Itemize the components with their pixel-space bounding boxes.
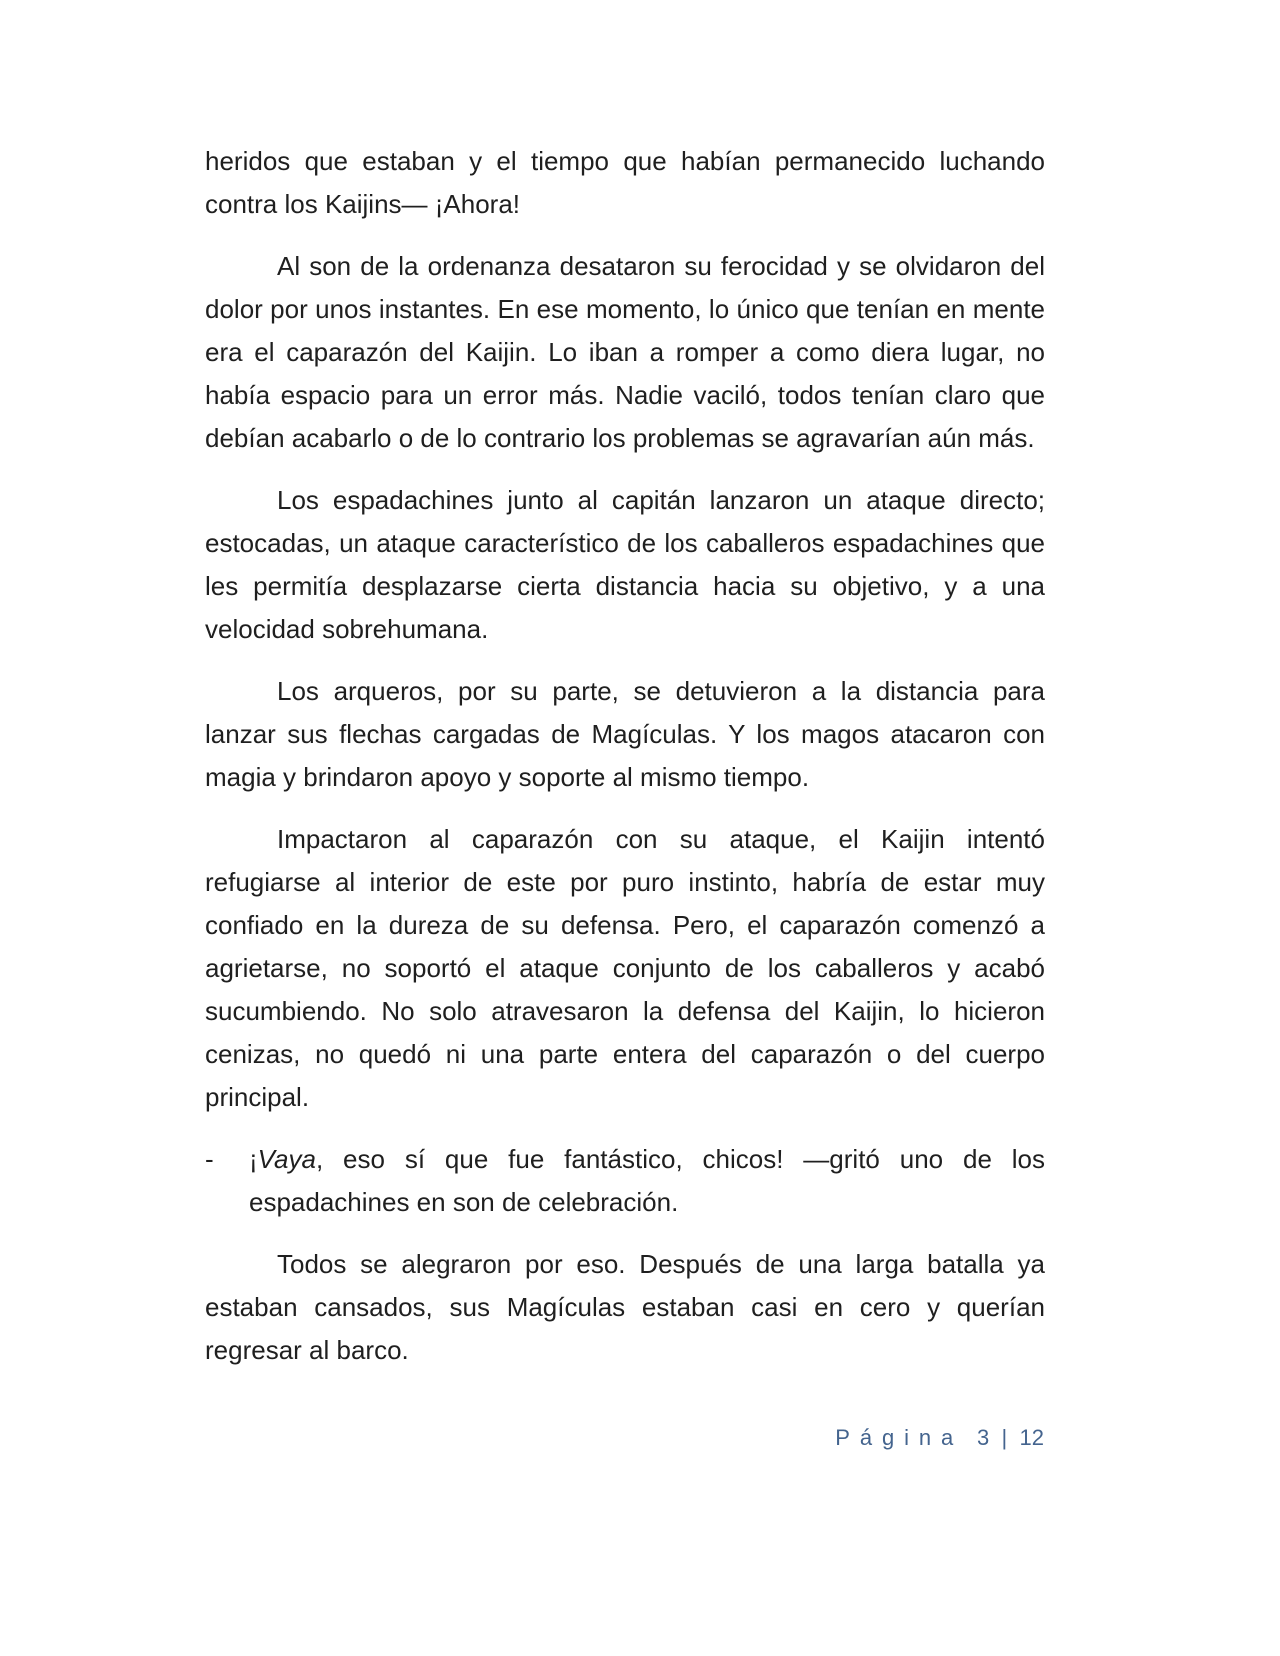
dialogue-dash: - <box>205 1144 214 1174</box>
footer-page-label: Página <box>835 1425 964 1450</box>
body-paragraph <box>205 1243 1045 1372</box>
text-run: Vaya <box>257 1144 316 1174</box>
dialogue-paragraph <box>205 1138 1045 1224</box>
text-run: , eso sí que fue fantástico, chicos! —gritó uno de los espadachines en son de celebración. <box>249 1144 1045 1217</box>
body-paragraph <box>205 479 1045 651</box>
body-paragraph <box>205 818 1045 1119</box>
body-paragraph <box>205 140 1045 226</box>
footer-page-total: 12 <box>1019 1425 1044 1450</box>
text-run: Al son de la ordenanza desataron su ferocidad y se olvidaron del dolor por unos instantes. En ese momento, lo único que tenían en mente era el caparazón del Kaijin. Lo iban a romper a como diera lugar, no había espacio para un error más. Nadie vaciló, todos tenían claro que debían acabarlo o de lo contrario los problemas se agravarían aún más. <box>205 251 1045 453</box>
body-paragraph <box>205 670 1045 799</box>
document-body <box>205 140 1045 1391</box>
text-run: heridos que estaban y el tiempo que habían permanecido luchando contra los Kaijins— ¡Ahora! <box>205 146 1045 219</box>
text-run: Los espadachines junto al capitán lanzaron un ataque directo; estocadas, un ataque característico de los caballeros espadachines que les permitía desplazarse cierta distancia hacia su objetivo, y a una velocidad sobrehumana. <box>205 485 1045 644</box>
text-run: Impactaron al caparazón con su ataque, el Kaijin intentó refugiarse al interior de este por puro instinto, habría de estar muy confiado en la dureza de su defensa. Pero, el caparazón comenzó a agrietarse, no soportó el ataque conjunto de los caballeros y acabó sucumbiendo. No solo atravesaron la defensa del Kaijin, lo hicieron cenizas, no quedó ni una parte entera del caparazón o del cuerpo principal. <box>205 824 1045 1112</box>
page-footer <box>835 1424 1044 1452</box>
body-paragraph <box>205 245 1045 460</box>
footer-separator: | <box>1001 1425 1008 1450</box>
text-run: Todos se alegraron por eso. Después de una larga batalla ya estaban cansados, sus Magículas estaban casi en cero y querían regresar al barco. <box>205 1249 1045 1365</box>
footer-page-number: 3 <box>976 1425 990 1450</box>
text-run: ¡ <box>249 1144 258 1174</box>
text-run: Los arqueros, por su parte, se detuvieron a la distancia para lanzar sus flechas cargadas de Magículas. Y los magos atacaron con magia y brindaron apoyo y soporte al mismo tiempo. <box>205 676 1045 792</box>
